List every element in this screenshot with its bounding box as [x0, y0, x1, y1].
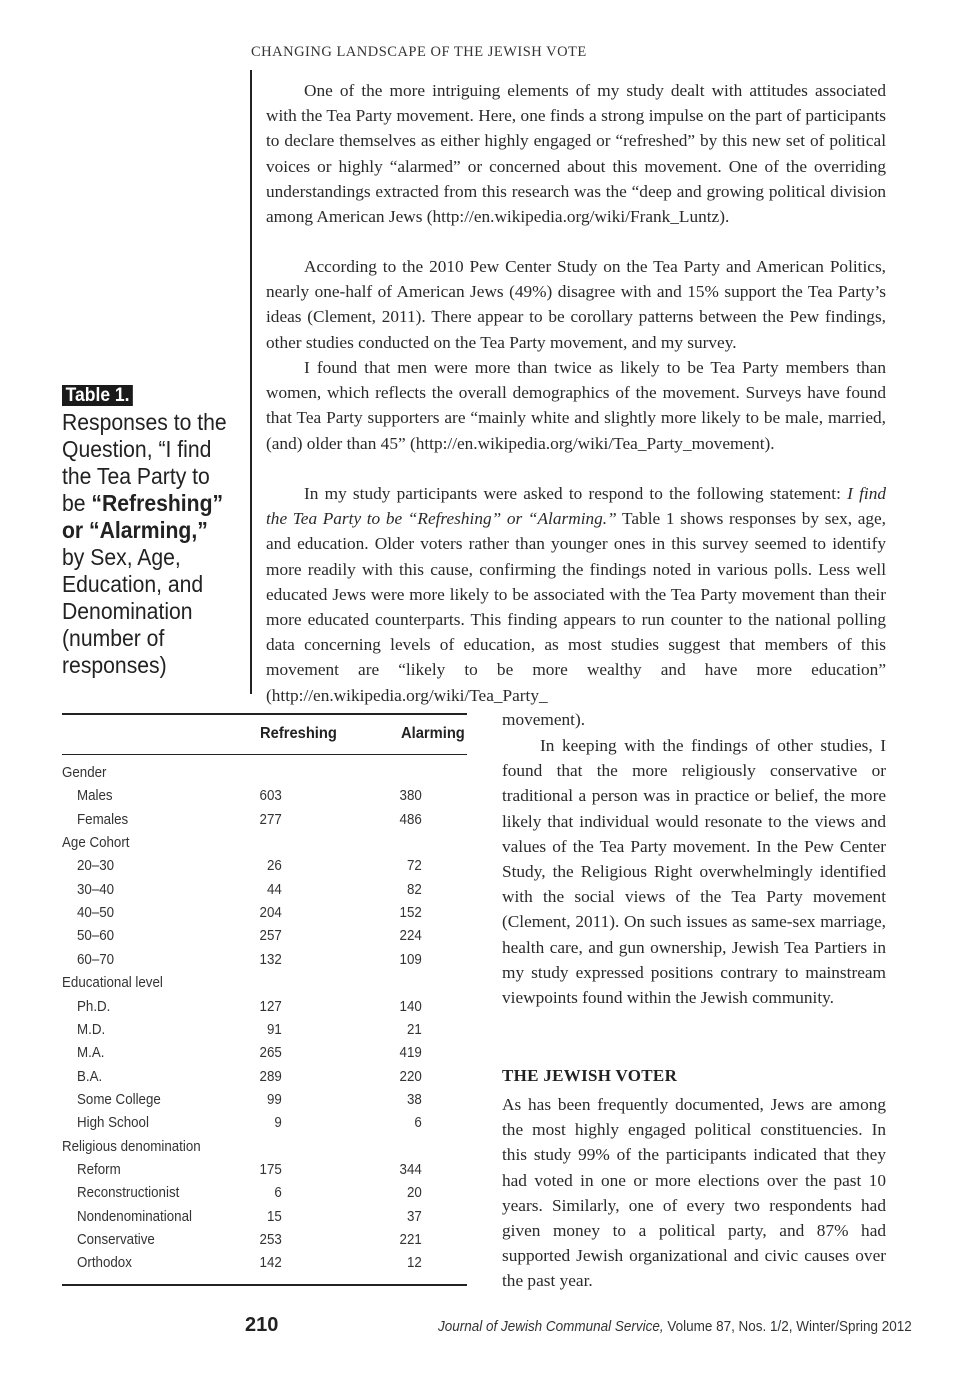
- paragraph-pew-study: According to the 2010 Pew Center Study on the Tea Party and American Politics, nearly one-half of American Jews (49%) disagree with and 15% support the Tea Party’s ideas (Clement, 2011). There appear to be corollary patterns between the Pew findings, other studies conducted on the Tea Party movement, and my survey.: [266, 257, 886, 352]
- table-row: [62, 788, 467, 811]
- row-label: Males: [77, 788, 113, 805]
- row-label: Educational level: [62, 975, 163, 992]
- table-row: [62, 928, 467, 951]
- row-label: Reform: [77, 1161, 121, 1178]
- table-row: [62, 812, 467, 835]
- table-row: [62, 858, 467, 881]
- row-label: 20–30: [77, 858, 115, 875]
- table-group-header: [62, 765, 467, 788]
- cell-refreshing: 9: [274, 1115, 282, 1132]
- row-label: Conservative: [77, 1232, 155, 1248]
- row-label: M.A.: [77, 1045, 105, 1062]
- table-header-rule: [62, 754, 467, 755]
- row-label: Gender: [62, 765, 107, 781]
- cell-alarming: 12: [406, 1255, 422, 1272]
- cell-alarming: 220: [399, 1068, 422, 1085]
- table-row: [62, 952, 467, 975]
- row-label: B.A.: [77, 1068, 103, 1085]
- table-caption: [62, 380, 228, 679]
- statement-rest: Table 1 shows responses by sex, age, and education. Older voters rather than younger ones in this survey seemed to identify more readily with this cause, confirming the findings noted in various polls. Less well educated Jews were more likely to be associated with the Tea Party movement than their more educated counterparts. This finding appears to run counter to the national polling data concerning levels of education, as most studies suggest that members of this movement are “likely to be more wealthy and have more education” (http://en.wikipedia.org/wiki/Tea_Party_: [266, 509, 886, 705]
- cell-alarming: 21: [406, 1021, 422, 1038]
- cell-refreshing: 257: [259, 928, 282, 945]
- paragraph-study-statement: [266, 481, 886, 708]
- journal-title: Journal of Jewish Communal Service,: [438, 1319, 664, 1335]
- table-top-rule: [62, 713, 467, 715]
- table-row: [62, 1022, 467, 1045]
- row-label: Age Cohort: [62, 835, 130, 852]
- table-row: [62, 1092, 467, 1115]
- cell-alarming: 37: [406, 1208, 422, 1225]
- row-label: 40–50: [77, 905, 115, 922]
- row-label: Ph.D.: [77, 998, 111, 1015]
- caption-text-1: Responses to the Question, “I find the Tea Party to be: [62, 409, 227, 516]
- paragraph-tail: movement).: [502, 710, 586, 729]
- cell-alarming: 6: [414, 1115, 422, 1132]
- cell-alarming: 224: [399, 928, 422, 945]
- table-row: [62, 1045, 467, 1068]
- row-label: M.D.: [77, 1021, 106, 1038]
- cell-refreshing: 142: [259, 1255, 282, 1272]
- cell-alarming: 380: [399, 788, 422, 805]
- cell-refreshing: 15: [266, 1208, 282, 1225]
- paragraph-jewish-voter: As has been frequently documented, Jews are among the most highly engaged political constituencies. In this study 99% of the participants indicated that they had voted in one or more elections over the past 10 years. Similarly, one of every two respondents had given money to a political party, and 87% had supported Jewish organizational and civic causes over the past year.: [502, 1095, 886, 1291]
- table-row: [62, 1115, 467, 1138]
- row-label: Orthodox: [77, 1255, 132, 1272]
- cell-refreshing: 277: [259, 811, 282, 828]
- row-label: Religious denomination: [62, 1138, 201, 1155]
- cell-refreshing: 44: [266, 881, 282, 898]
- vertical-rule: [250, 70, 252, 694]
- cell-refreshing: 175: [259, 1161, 282, 1178]
- cell-refreshing: 253: [259, 1232, 282, 1248]
- cell-refreshing: 6: [274, 1185, 282, 1202]
- cell-refreshing: 289: [259, 1068, 282, 1085]
- journal-citation: [438, 1319, 912, 1335]
- cell-alarming: 140: [399, 998, 422, 1015]
- section-heading: THE JEWISH VOTER: [502, 1066, 678, 1085]
- cell-refreshing: 127: [259, 998, 282, 1015]
- table-row: [62, 1162, 467, 1185]
- statement-intro: In my study participants were asked to respond to the following statement:: [304, 484, 848, 503]
- row-label: 50–60: [77, 928, 115, 945]
- cell-refreshing: 91: [266, 1021, 282, 1038]
- cell-refreshing: 26: [266, 858, 282, 875]
- page-number: 210: [245, 1314, 279, 1336]
- table-bottom-rule: [62, 1284, 467, 1286]
- cell-alarming: 20: [406, 1185, 422, 1202]
- caption-bold: “Refreshing” or “Alarming,”: [62, 490, 224, 543]
- statement-italic: I find the Tea Party to be “Refreshing” or “Alarming.”: [266, 484, 886, 529]
- table-row: [62, 905, 467, 928]
- table-row: [62, 1232, 467, 1255]
- cell-alarming: 221: [399, 1232, 422, 1248]
- table-row: [62, 999, 467, 1022]
- cell-alarming: 38: [406, 1091, 422, 1108]
- table-group-header: [62, 975, 467, 998]
- table-row: [62, 882, 467, 905]
- cell-alarming: 419: [399, 1045, 422, 1062]
- row-label: Females: [77, 811, 129, 828]
- cell-refreshing: 204: [259, 905, 282, 922]
- cell-refreshing: 132: [259, 951, 282, 968]
- row-label: Some College: [77, 1091, 161, 1108]
- row-label: 60–70: [77, 951, 115, 968]
- cell-refreshing: 265: [259, 1045, 282, 1062]
- table-row: [62, 1255, 467, 1278]
- cell-alarming: 82: [406, 881, 422, 898]
- cell-alarming: 72: [406, 858, 422, 875]
- journal-issue: Volume 87, Nos. 1/2, Winter/Spring 2012: [663, 1319, 912, 1335]
- row-label: High School: [77, 1115, 149, 1132]
- paragraph-tea-party-intro: One of the more intriguing elements of my study dealt with attitudes associated with the Tea Party movement. Here, one finds a strong impulse on the part of participants to declare themselves as either highly engaged or “refreshed” by this new set of political voices or highly “alarmed” or concerned about this movement. One of the overriding understandings extracted from this research was the “deep and growing political division among American Jews (http://en.wikipedia.org/wiki/Frank_Luntz).: [266, 81, 886, 227]
- table-row: [62, 1185, 467, 1208]
- cell-alarming: 109: [399, 951, 422, 968]
- running-head: CHANGING LANDSCAPE OF THE JEWISH VOTE: [251, 44, 587, 60]
- caption-text-2: by Sex, Age, Education, and Denomination (number of responses): [62, 544, 204, 678]
- cell-refreshing: 603: [259, 788, 282, 805]
- row-label: 30–40: [77, 881, 115, 898]
- table-row: [62, 1209, 467, 1232]
- cell-alarming: 152: [399, 905, 422, 922]
- column-header-alarming: Alarming: [401, 725, 465, 742]
- cell-alarming: 344: [399, 1161, 422, 1178]
- table-group-header: [62, 1139, 467, 1162]
- cell-alarming: 486: [399, 811, 422, 828]
- table-row: [62, 1069, 467, 1092]
- row-label: Reconstructionist: [77, 1185, 180, 1202]
- cell-refreshing: 99: [266, 1091, 282, 1108]
- paragraph-men-women: I found that men were more than twice as likely to be Tea Party members than women, which reflects the overall demographics of the movement. Surveys have found that Tea Party supporters are “mainly white and slightly more likely to be male, married, (and) older than 45” (http://en.wikipedia.org/wiki/Tea_Party_movement).: [266, 358, 886, 453]
- column-header-refreshing: Refreshing: [260, 725, 337, 742]
- table-group-header: [62, 835, 467, 858]
- table-label: Table 1.: [62, 385, 133, 406]
- paragraph-religious-conservative: In keeping with the findings of other studies, I found that the more religiously conservative or traditional a person was in practice or belief, the more likely that individual would resonate to the views and values of the Tea Party movement. In the Pew Center Study, the Religious Right overwhelmingly identified with the social views of the Tea Party movement (Clement, 2011). On such issues as same-sex marriage, health care, and gun ownership, Jewish Tea Partiers in my study expressed positions contrary to mainstream viewpoints found within the Jewish community.: [502, 736, 886, 1008]
- row-label: Nondenominational: [77, 1208, 192, 1225]
